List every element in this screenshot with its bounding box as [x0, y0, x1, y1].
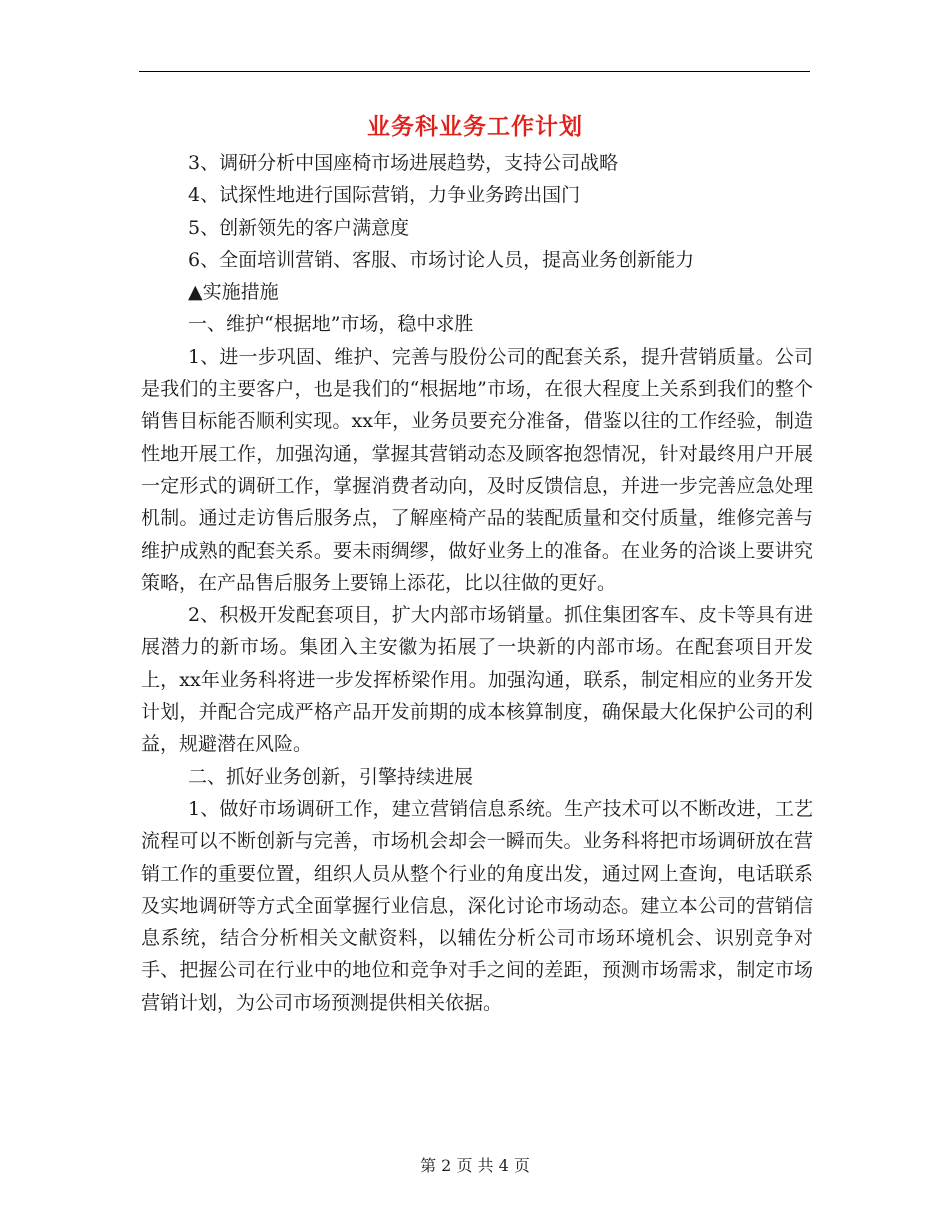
header-rule [139, 71, 810, 72]
document-body [141, 147, 813, 1019]
section-heading-1: 一、维护“根据地”市场，稳中求胜 [188, 313, 474, 336]
section-heading-2: 二、抓好业务创新，引擎持续进展 [188, 765, 474, 788]
page-footer: 第 2 页 共 4 页 [420, 1156, 530, 1175]
paragraph-3: 1、做好市场调研工作，建立营销信息系统。生产技术可以不断改进，工艺流程可以不断创新与完善，市场机会却会一瞬而失。业务科将把市场调研放在营销工作的重要位置，组织人员从整个行业的角度出发，通过网上查询，电话联系及实地调研等方式全面掌握行业信息，深化讨论市场动态。建立本公司的营销信息系统，结合分析相关文献资料，以辅佐分析公司市场环境机会、识别竞争对手、把握公司在行业中的地位和竞争对手之间的差距，预测市场需求，制定市场营销计划，为公司市场预测提供相关依据。 [141, 797, 813, 1014]
goal-item-6: 6、全面培训营销、客服、市场讨论人员，提高业务创新能力 [188, 248, 695, 271]
goal-item-4: 4、试探性地进行国际营销，力争业务跨出国门 [188, 184, 581, 207]
goal-item-3: 3、调研分析中国座椅市场进展趋势，支持公司战略 [188, 152, 619, 174]
goal-item-5: 5、创新领先的客户满意度 [188, 216, 410, 239]
document-title: 业务科业务工作计划 [367, 114, 583, 140]
paragraph-2: 2、积极开发配套项目，扩大内部市场销量。抓住集团客车、皮卡等具有进展潜力的新市场。集团入主安徽为拓展了一块新的内部市场。在配套项目开发上，xx年业务科将进一步发挥桥梁作用。加强沟通，联系，制定相应的业务开发计划，并配合完成严格产品开发前期的成本核算制度，确保最大化保护公司的利益，规避潜在风险。 [141, 604, 813, 756]
paragraph-1: 1、进一步巩固、维护、完善与股份公司的配套关系，提升营销质量。公司是我们的主要客户，也是我们的“根据地”市场，在很大程度上关系到我们的整个销售目标能否顺利实现。xx年，业务员要充分准备，借鉴以往的工作经验，制造性地开展工作，加强沟通，掌握其营销动态及顾客抱怨情况，针对最终用户开展一定形式的调研工作，掌握消费者动向，及时反馈信息，并进一步完善应急处理机制。通过走访售后服务点，了解座椅产品的装配质量和交付质量，维修完善与维护成熟的配套关系。要未雨绸缪，做好业务上的准备。在业务的洽谈上要讲究策略，在产品售后服务上要锦上添花，比以往做的更好。 [141, 345, 813, 594]
section-heading-measures: ▲实施措施 [188, 281, 279, 304]
